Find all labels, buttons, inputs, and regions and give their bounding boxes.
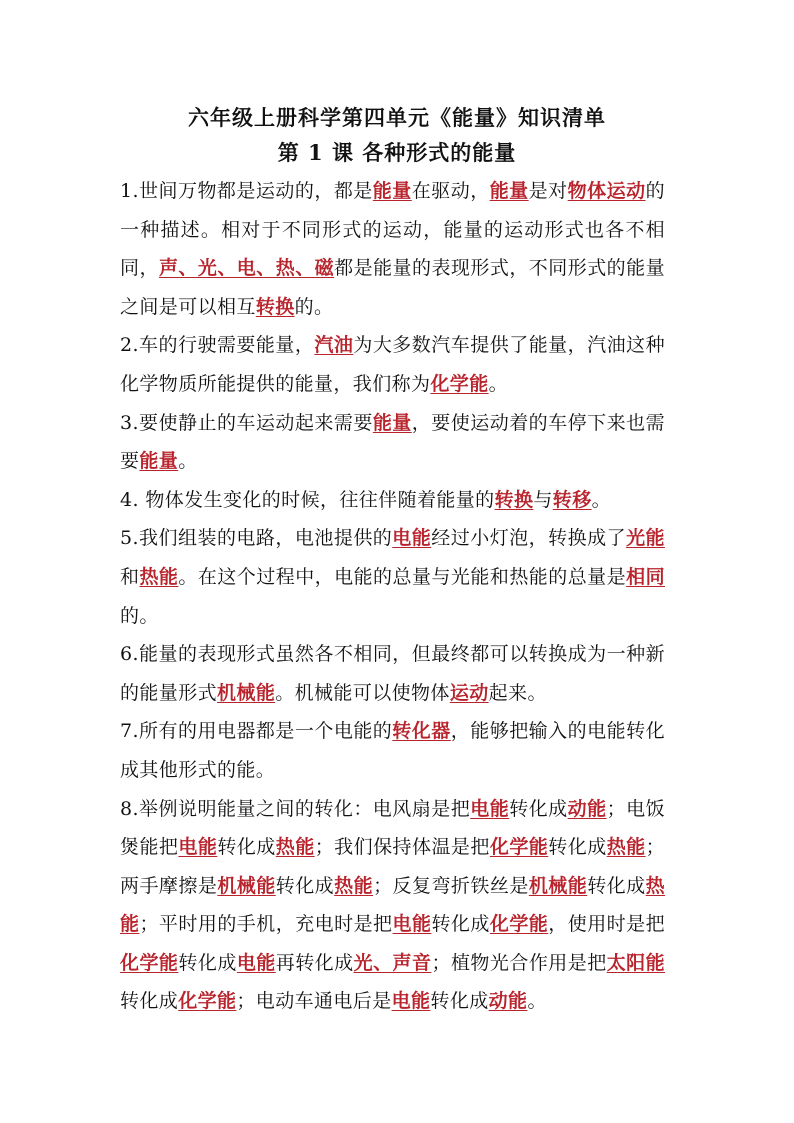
keyword-answer: 热能 [120,874,666,936]
keyword-answer: 能量 [139,450,179,473]
lesson-title: 第 1 课 各种形式的能量 [277,140,517,165]
keyword-answer: 转换 [255,295,295,318]
paragraph-text: ，要使运动着的车停下来也需要 [120,411,665,473]
paragraph-text: 。 [488,372,509,395]
keyword-answer: 运动 [449,681,489,704]
paragraph-text: 转化成 [430,990,489,1013]
keyword-answer: 机械能 [217,681,276,704]
keyword-answer: 电能 [236,951,276,974]
paragraph-text: 5.我们组装的电路，电池提供的 [120,527,393,550]
paragraph-text: 转化成 [548,836,607,859]
keyword-answer: 化学能 [489,836,549,859]
paragraph-text: 的一种描述。相对于不同形式的运动，能量的运动形式也各不相同， [120,180,665,280]
paragraph-text: ；我们保持体温是把 [314,836,490,859]
keyword-answer: 化学能 [430,372,489,395]
paragraph-text: 经过小灯泡，转换成了 [431,527,627,550]
paragraph-text: 是对 [528,180,568,202]
paragraph-text: ；反复弯折铁丝是 [373,874,529,897]
paragraph-text: 7.所有的用电器都是一个电能的 [120,720,393,743]
paragraph-text: 转化成 [120,990,179,1013]
keyword-answer: 机械能 [528,874,588,897]
knowledge-paragraph [120,172,665,326]
paragraph-text: ；植物光合作用是把 [431,951,607,974]
keyword-answer: 转化器 [392,720,451,743]
paragraph-text: 转化成 [509,797,568,820]
keyword-answer: 物体运动 [567,180,646,202]
keyword-answer: 能量 [489,180,529,202]
paragraph-text: 转化成 [275,874,335,897]
paragraph-text: 转化成 [178,951,237,974]
document-body [120,172,665,1021]
keyword-answer: 太阳能 [606,951,666,974]
keyword-answer: 热能 [275,836,315,859]
paragraph-text: 8.举例说明能量之间的转化：电风扇是把 [120,797,471,820]
paragraph-text: 4. 物体发生变化的时候，往往伴随着能量的 [120,488,495,511]
paragraph-text: ，能够把输入的电能转化成其他形式的能。 [120,720,665,781]
keyword-answer: 热能 [139,565,179,588]
paragraph-text: 转化成 [431,913,490,936]
paragraph-text: 3.要使静止的车运动起来需要 [120,411,373,434]
document-title: 六年级上册科学第四单元《能量》知识清单 [188,105,606,130]
paragraph-text: 。在这个过程中，电能的总量与光能和热能的总量是 [178,565,627,588]
paragraph-text: 在驱动， [411,180,490,202]
keyword-answer: 电能 [178,836,218,859]
keyword-answer: 光、声音 [353,951,432,974]
paragraph-text: 起来。 [488,681,547,704]
keyword-answer: 化学能 [178,990,237,1013]
keyword-answer: 热能 [606,836,646,859]
keyword-answer: 相同 [626,565,665,588]
paragraph-text: 与 [533,488,553,511]
keyword-answer: 电能 [391,990,431,1013]
keyword-answer: 电能 [392,913,432,936]
keyword-answer: 声、光、电、热、磁 [158,257,335,280]
paragraph-text: 2.车的行驶需要能量， [120,334,315,357]
knowledge-paragraph [120,635,665,712]
knowledge-paragraph [120,326,665,403]
paragraph-text: ；电饭煲能把 [120,797,665,859]
knowledge-paragraph [120,404,665,481]
keyword-answer: 热能 [334,874,374,897]
keyword-answer: 动能 [488,990,528,1013]
keyword-answer: 汽油 [314,334,354,357]
paragraph-text: 的。 [294,295,334,318]
keyword-answer: 电能 [392,527,432,550]
keyword-answer: 转移 [552,488,592,511]
paragraph-text: ，使用时是把 [548,913,666,936]
paragraph-text: 。 [591,488,612,511]
knowledge-paragraph [120,790,665,1022]
keyword-answer: 转换 [494,488,534,511]
knowledge-paragraph [120,712,665,789]
paragraph-text: 转化成 [587,874,646,897]
paragraph-text: ；电动车通电后是 [236,990,392,1013]
paragraph-text: 和 [120,565,140,588]
paragraph-text: 再转化成 [275,951,354,974]
paragraph-text: 1.世间万物都是运动的，都是 [120,180,373,202]
paragraph-text: ；两手摩擦是 [120,836,666,897]
paragraph-text: 。 [527,990,547,1013]
keyword-answer: 能量 [372,180,412,202]
paragraph-text: 6.能量的表现形式虽然各不相同，但最终都可以转换成为一种新的能量形式 [120,643,665,704]
keyword-answer: 动能 [567,797,607,820]
keyword-answer: 光能 [626,527,665,550]
paragraph-text: 为大多数汽车提供了能量，汽油这种化学物质所能提供的能量，我们称为 [120,334,665,395]
paragraph-text: 的。 [120,604,159,627]
keyword-answer: 化学能 [120,951,179,974]
keyword-answer: 能量 [372,411,412,434]
paragraph-text: 。机械能可以使物体 [275,681,450,704]
keyword-answer: 机械能 [217,874,276,897]
paragraph-text: ；平时用的手机，充电时是把 [139,913,393,936]
paragraph-text: 转化成 [217,836,276,859]
knowledge-paragraph [120,481,665,520]
keyword-answer: 电能 [470,797,510,820]
paragraph-text: 都是能量的表现形式，不同形式的能量之间是可以相互 [120,257,665,318]
knowledge-paragraph [120,519,665,635]
paragraph-text: 。 [178,450,198,473]
keyword-answer: 化学能 [489,913,549,936]
